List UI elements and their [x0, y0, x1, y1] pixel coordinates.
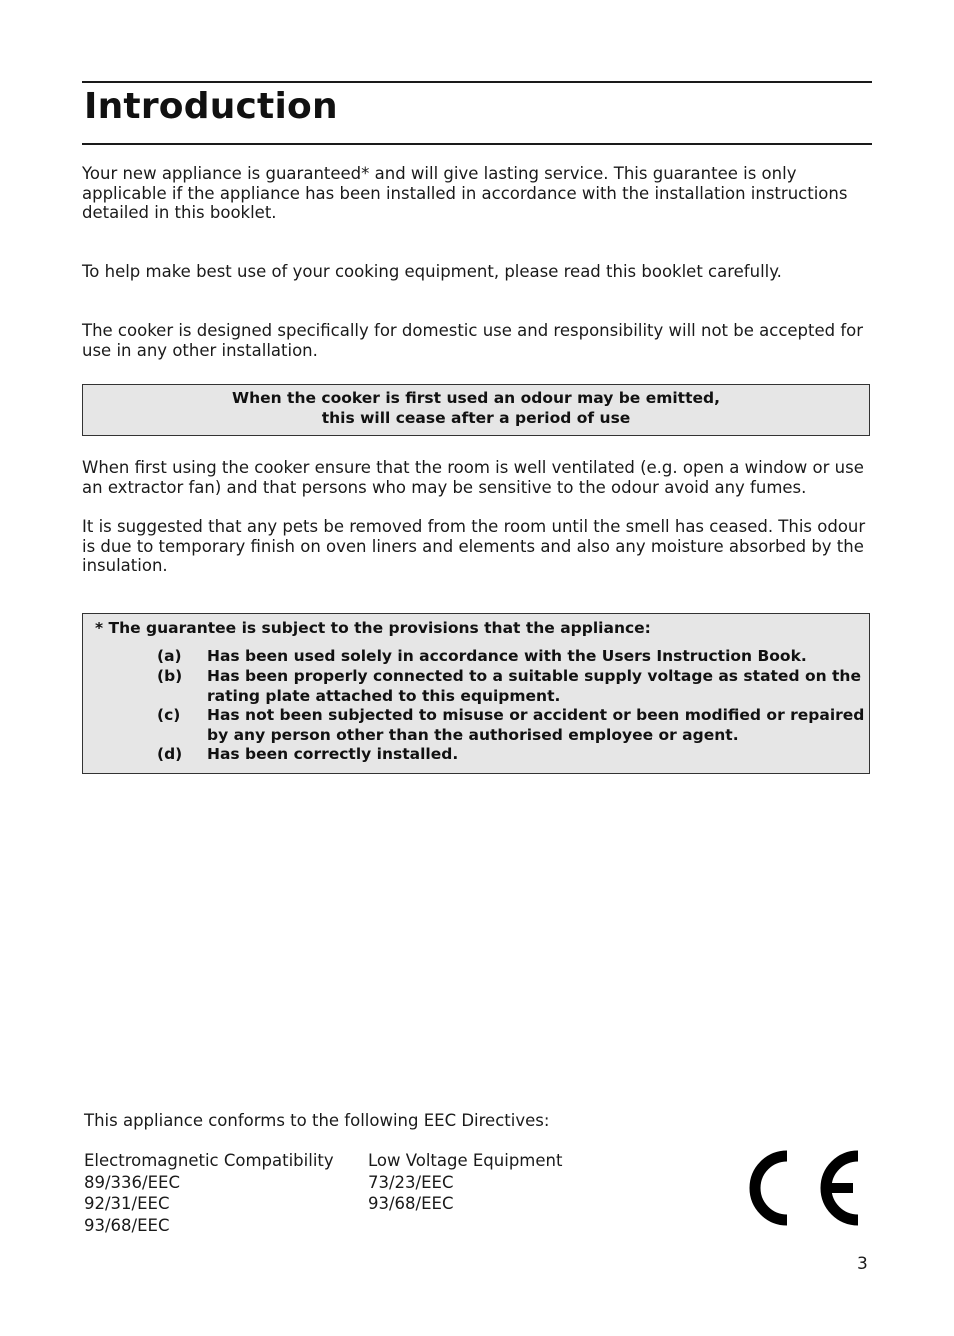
list-item-letter: (a) [157, 647, 182, 665]
lv-directives-column [368, 1150, 562, 1215]
list-item-letter: (b) [157, 667, 183, 685]
list-item-text: Has been properly connected to a suitable supply voltage as stated on the rating plate attached to this equipment. [207, 667, 861, 705]
notice-line-1: When the cooker is first used an odour may be emitted, [231, 389, 720, 407]
guarantee-conditions-intro: * The guarantee is subject to the provisions that the appliance: [95, 619, 651, 637]
page-number: 3 [857, 1254, 868, 1274]
list-item-text: Has been used solely in accordance with the Users Instruction Book. [207, 647, 807, 665]
emc-heading: Electromagnetic Compatibility [84, 1151, 334, 1170]
pets-paragraph: It is suggested that any pets be removed from the room until the smell has ceased. This odour is due to temporary finish on oven liners and elements and also any moisture absorbed by the insulation. [82, 517, 866, 575]
list-item-letter: (c) [157, 706, 181, 724]
directive-code: 93/68/EEC [84, 1215, 170, 1235]
directive-code: 93/68/EEC [368, 1194, 454, 1213]
ce-mark-icon [735, 1143, 865, 1233]
top-rule [82, 81, 872, 83]
usage-advice-paragraph: To help make best use of your cooking equipment, please read this booklet carefully. [82, 262, 782, 281]
list-item-text: Has not been subjected to misuse or accident or been modified or repaired by any person other than the authorised employee or agent. [207, 706, 865, 744]
emc-directives-column [84, 1150, 334, 1236]
lv-heading: Low Voltage Equipment [368, 1151, 563, 1170]
odour-notice-box [82, 384, 870, 436]
ventilation-paragraph: When first using the cooker ensure that the room is well ventilated (e.g. open a window or use an extractor fan) and that persons who may be sensitive to the odour avoid any fumes. [82, 458, 864, 497]
directive-code: 73/23/EEC [368, 1172, 454, 1192]
directive-code: 89/336/EEC [84, 1172, 180, 1192]
guarantee-conditions-box [82, 613, 870, 774]
notice-line-2: this will cease after a period of use [321, 408, 631, 427]
eec-directives-intro: This appliance conforms to the following EEC Directives: [84, 1111, 550, 1130]
directive-code: 92/31/EEC [84, 1194, 170, 1213]
domestic-use-paragraph: The cooker is designed specifically for domestic use and responsibility will not be accepted for use in any other installation. [82, 321, 864, 360]
guarantee-intro-paragraph: Your new appliance is guaranteed* and will give lasting service. This guarantee is only applicable if the appliance has been installed in accordance with the installation instructions detailed in this booklet. [82, 164, 848, 222]
title-underline [82, 143, 872, 145]
list-item-letter: (d) [157, 745, 183, 763]
page-title: Introduction [84, 86, 338, 127]
list-item-text: Has been correctly installed. [207, 745, 459, 763]
